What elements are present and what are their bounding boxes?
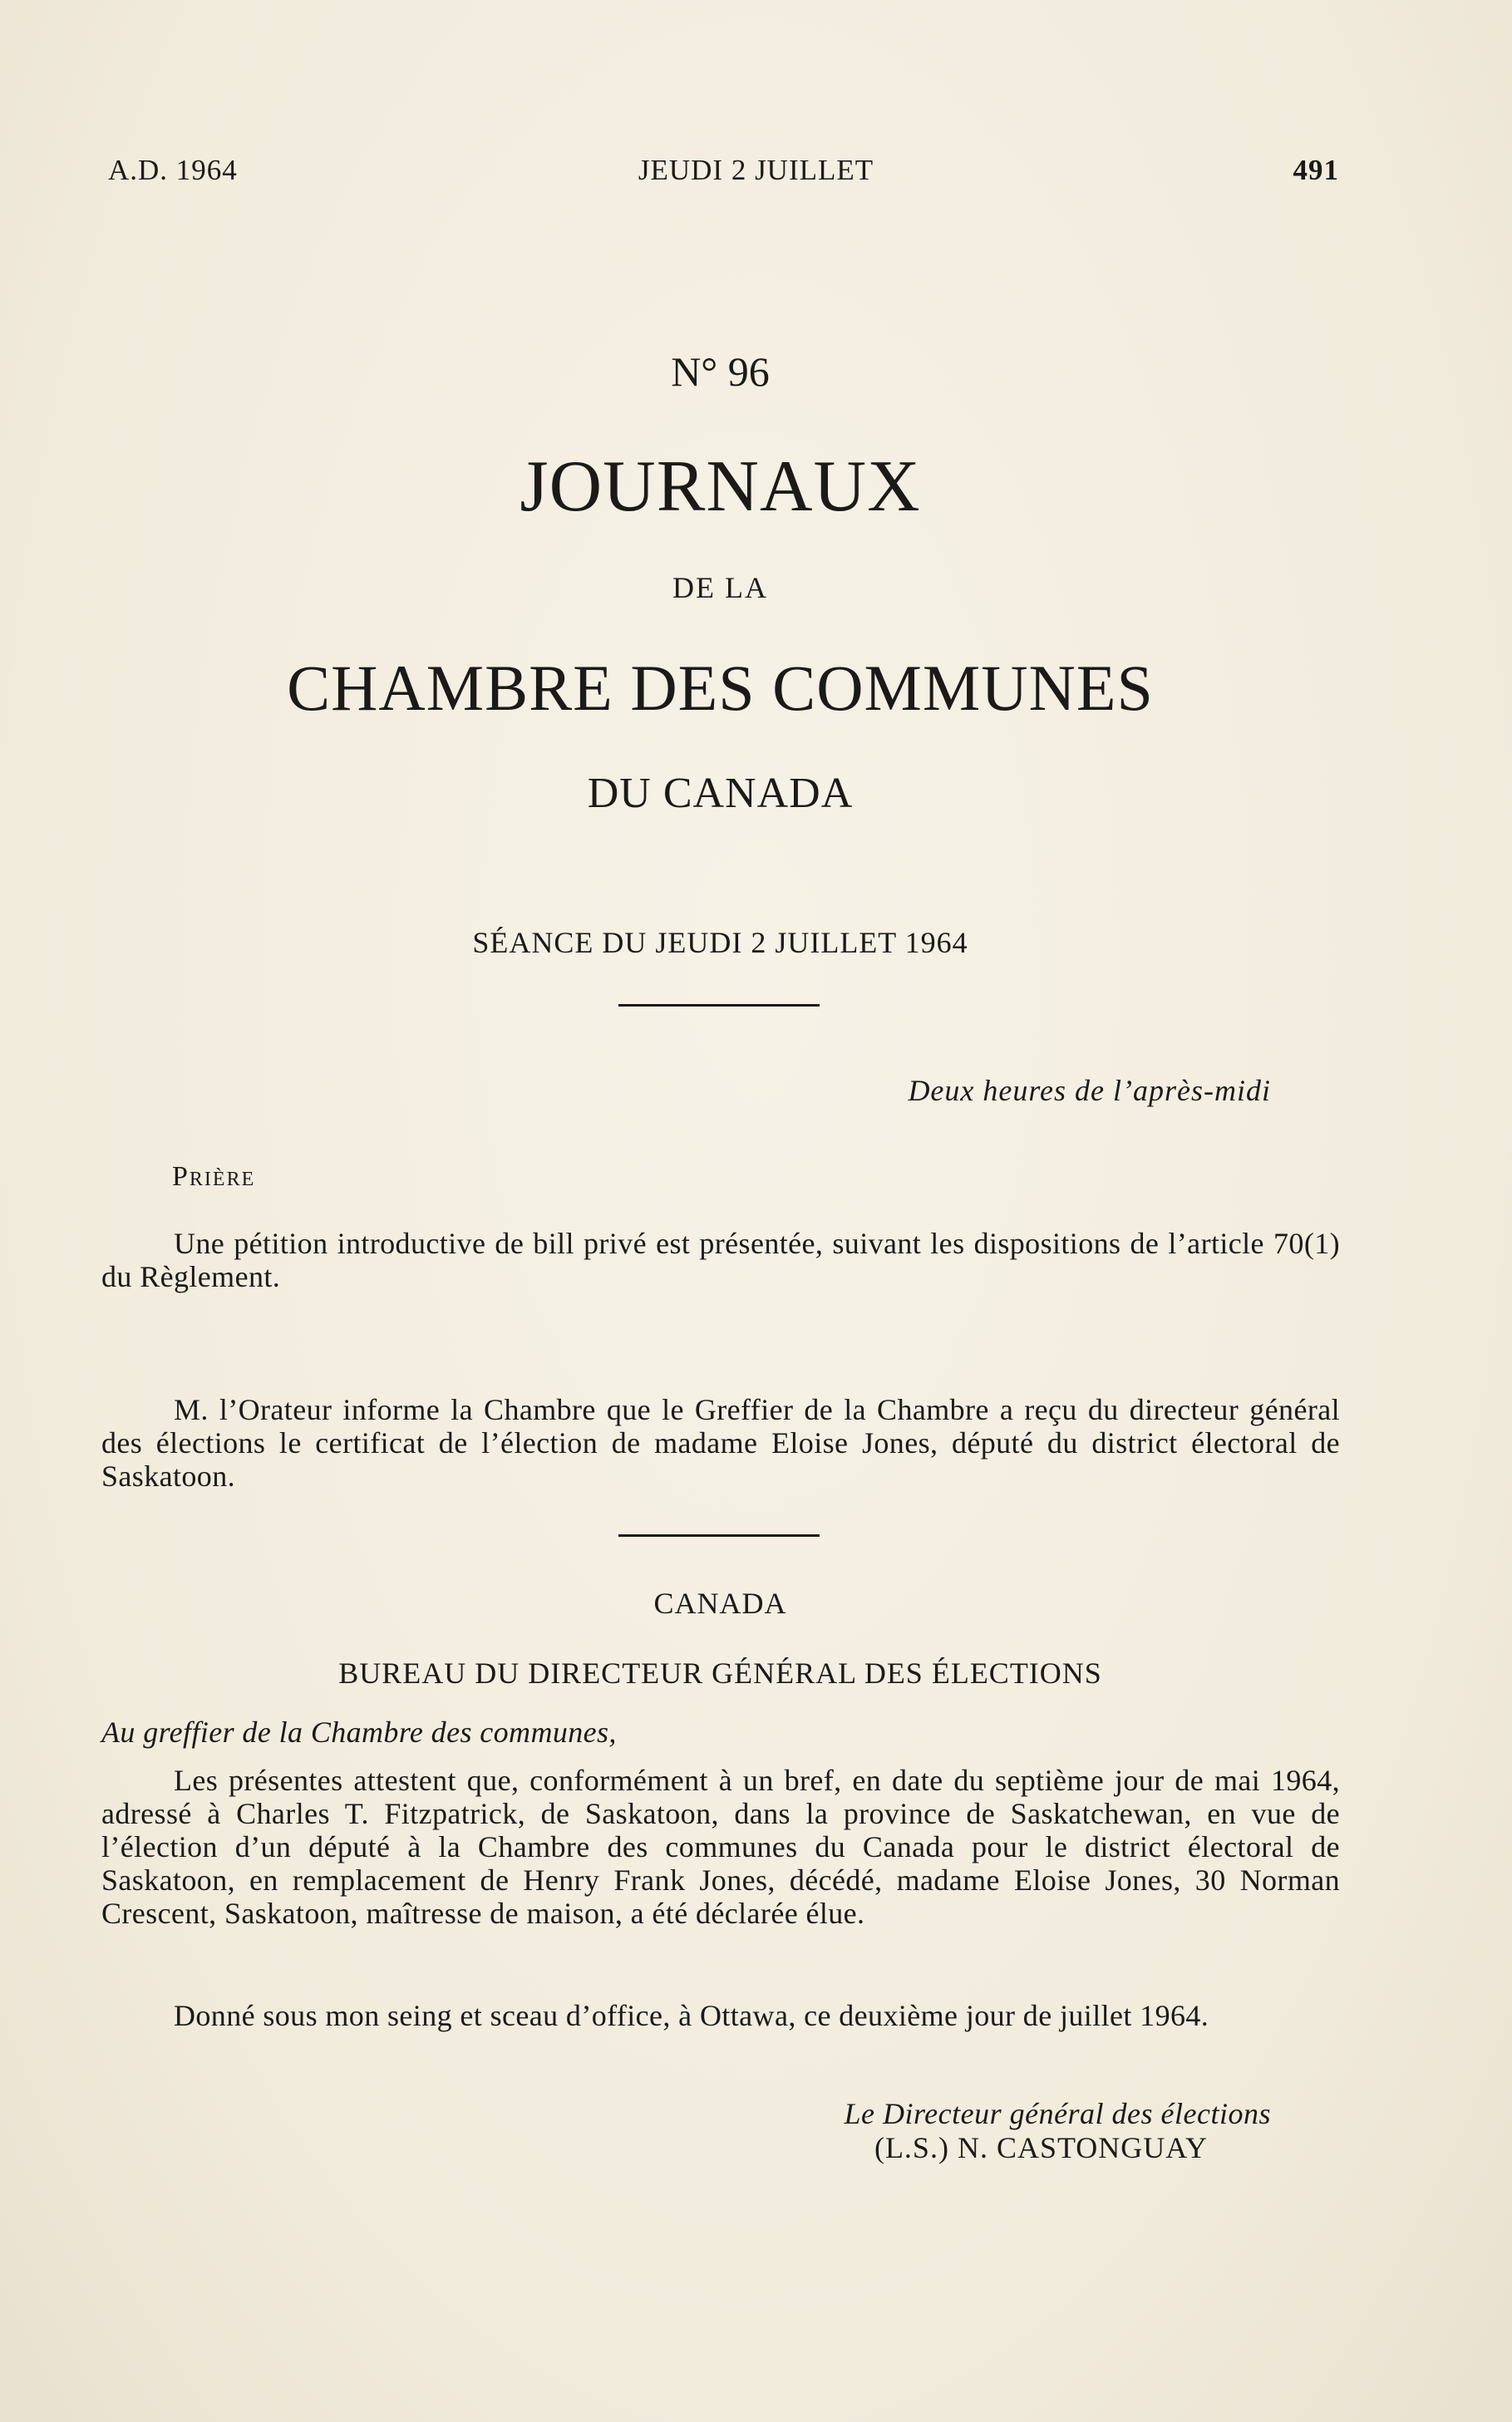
running-header-year: A.D. 1964 [108,154,238,186]
sitting-date: SÉANCE DU JEUDI 2 JUILLET 1964 [472,926,968,959]
certificate-given: Donné sous mon seing et sceau d’office, à Ottawa, ce deuxième jour de juillet 1964. [174,1999,1209,2032]
chamber-name: CHAMBRE DES COMMUNES [287,652,1154,724]
time-of-day: Deux heures de l’après-midi [908,1074,1271,1107]
certificate-salutation: Au greffier de la Chambre des communes, [101,1716,617,1749]
title-connector: DE LA [672,571,768,604]
country-name: DU CANADA [587,770,854,817]
certificate-office: BUREAU DU DIRECTEUR GÉNÉRAL DES ÉLECTIONS [338,1657,1102,1690]
issue-number: N° 96 [671,348,770,395]
page-number: 491 [1293,154,1339,186]
divider-rule [618,1534,820,1537]
certificate-body: Les présentes attestent que, conformément à un bref, en date du septième jour de mai 1964, adressé à Charles T. Fitzpatrick, de Saskatoon, dans la province de Saskatchewan, en vue de l’élection d’un député à la Chambre des communes du Canada pour le district électoral de Saskatoon, en remplacement de Henry Frank Jones, décédé, madame Eloise Jones, 30 Norman Crescent, Saskatoon, maîtresse de maison, a été déclarée élue. [101,1764,1340,1930]
speaker-paragraph: M. l’Orateur informe la Chambre que le Greffier de la Chambre a reçu du directeur général des élections le certificat de l’élection de madame Eloise Jones, député du district électoral de Saskatoon. [101,1393,1340,1493]
prayer-heading: Prière [172,1161,256,1192]
divider-rule [618,1004,820,1007]
running-header-date: JEUDI 2 JUILLET [638,154,874,186]
journal-title: JOURNAUX [520,446,921,527]
petition-paragraph: Une pétition introductive de bill privé est présentée, suivant les dispositions de l’article 70(1) du Règlement. [101,1227,1340,1293]
signatory-title: Le Directeur général des élections [844,2097,1271,2130]
certificate-country: CANADA [653,1587,787,1620]
signatory-name: (L.S.) N. CASTONGUAY [874,2131,1208,2164]
